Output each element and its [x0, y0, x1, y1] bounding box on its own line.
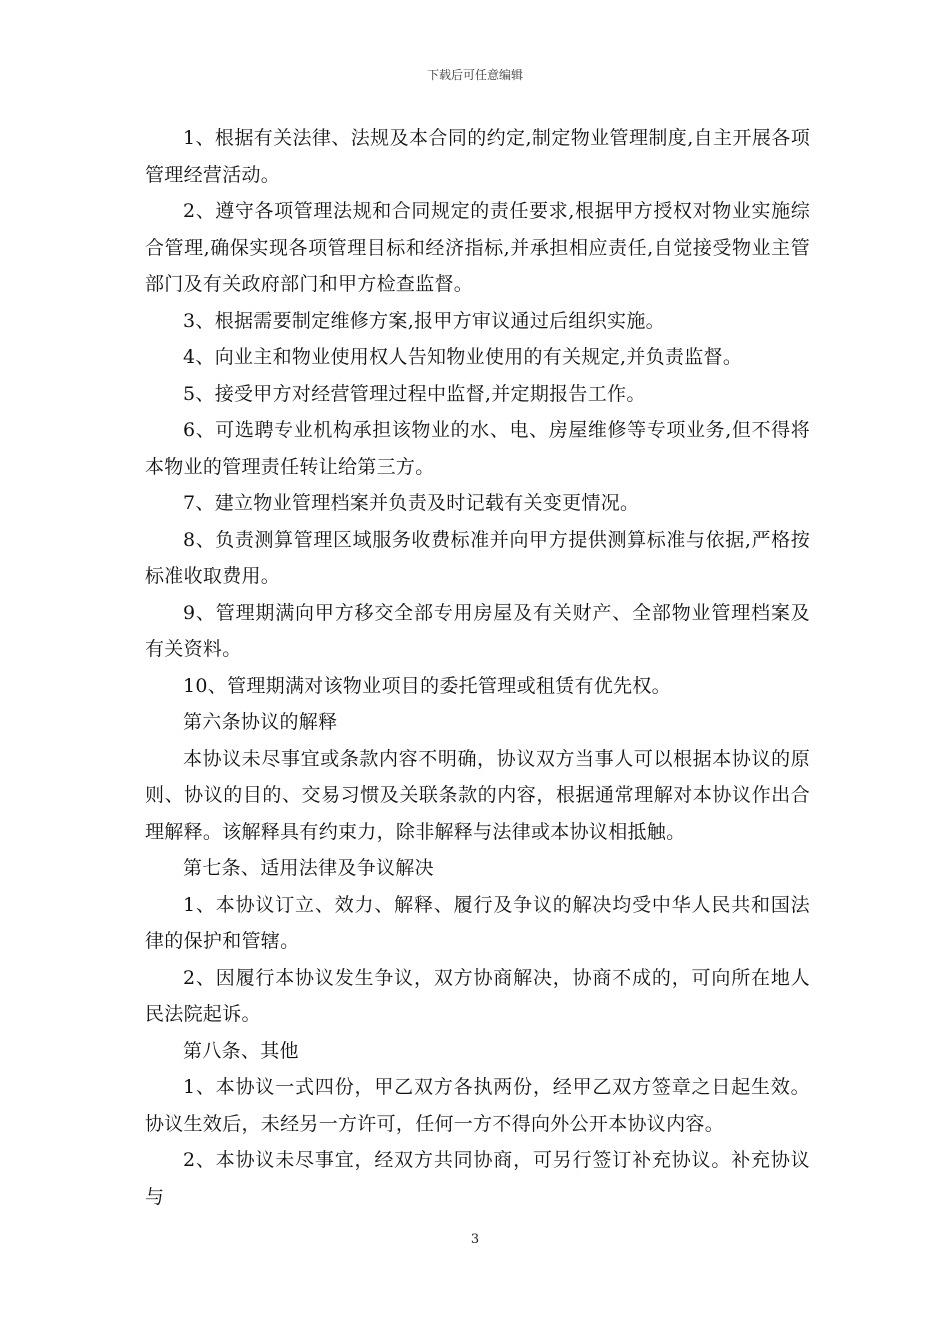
article-8-item-2: 2、本协议未尽事宜，经双方共同协商，可另行签订补充协议。补充协议与	[145, 1149, 810, 1208]
clause-2: 2、遵守各项管理法规和合同规定的责任要求,根据甲方授权对物业实施综合管理,确保实现各项管理目标和经济指标,并承担相应责任,自觉接受物业主管部门及有关政府部门和甲方检查监督。	[145, 200, 810, 295]
clause-9: 9、管理期满向甲方移交全部专用房屋及有关财产、全部物业管理档案及有关资料。	[145, 601, 810, 660]
clause-8: 8、负责测算管理区域服务收费标准并向甲方提供测算标准与依据,严格按标准收取费用。	[145, 528, 810, 587]
article-6-heading: 第六条协议的解释	[183, 711, 338, 733]
page-header: 下载后可任意编辑	[426, 68, 523, 82]
clause-6: 6、可选聘专业机构承担该物业的水、电、房屋维修等专项业务,但不得将本物业的管理责任转让给第三方。	[145, 419, 810, 478]
clause-5: 5、接受甲方对经营管理过程中监督,并定期报告工作。	[183, 382, 646, 405]
article-8-heading: 第八条、其他	[183, 1039, 299, 1062]
clause-4: 4、向业主和物业使用权人告知物业使用的有关规定,并负责监督。	[183, 346, 743, 368]
clause-7: 7、建立物业管理档案并负责及时记载有关变更情况。	[183, 492, 640, 514]
article-7-item-2: 2、因履行本协议发生争议，双方协商解决，协商不成的，可向所在地人民法院起诉。	[145, 966, 810, 1025]
article-7-heading: 第七条、适用法律及争议解决	[183, 857, 434, 879]
article-6-text: 本协议未尽事宜或条款内容不明确，协议双方当事人可以根据本协议的原则、协议的目的、交易习惯及关联条款的内容，根据通常理解对本协议作出合理解释。该解释具有约束力，除非解释与法律或本协议相抵触。	[145, 747, 810, 843]
clause-3: 3、根据需要制定维修方案,报甲方审议通过后组织实施。	[183, 309, 665, 332]
clause-1: 1、根据有关法律、法规及本合同的约定,制定物业管理制度,自主开展各项管理经营活动。	[145, 127, 810, 186]
clause-10: 10、管理期满对该物业项目的委托管理或租赁有优先权。	[183, 674, 671, 697]
article-7-item-1: 1、本协议订立、效力、解释、履行及争议的解决均受中华人民共和国法律的保护和管辖。	[145, 893, 810, 952]
page-number: 3	[470, 1232, 480, 1247]
article-8-item-1: 1、本协议一式四份，甲乙双方各执两份，经甲乙双方签章之日起生效。协议生效后，未经另一方许可，任何一方不得向外公开本协议内容。	[145, 1076, 810, 1135]
document-body	[145, 120, 810, 1215]
